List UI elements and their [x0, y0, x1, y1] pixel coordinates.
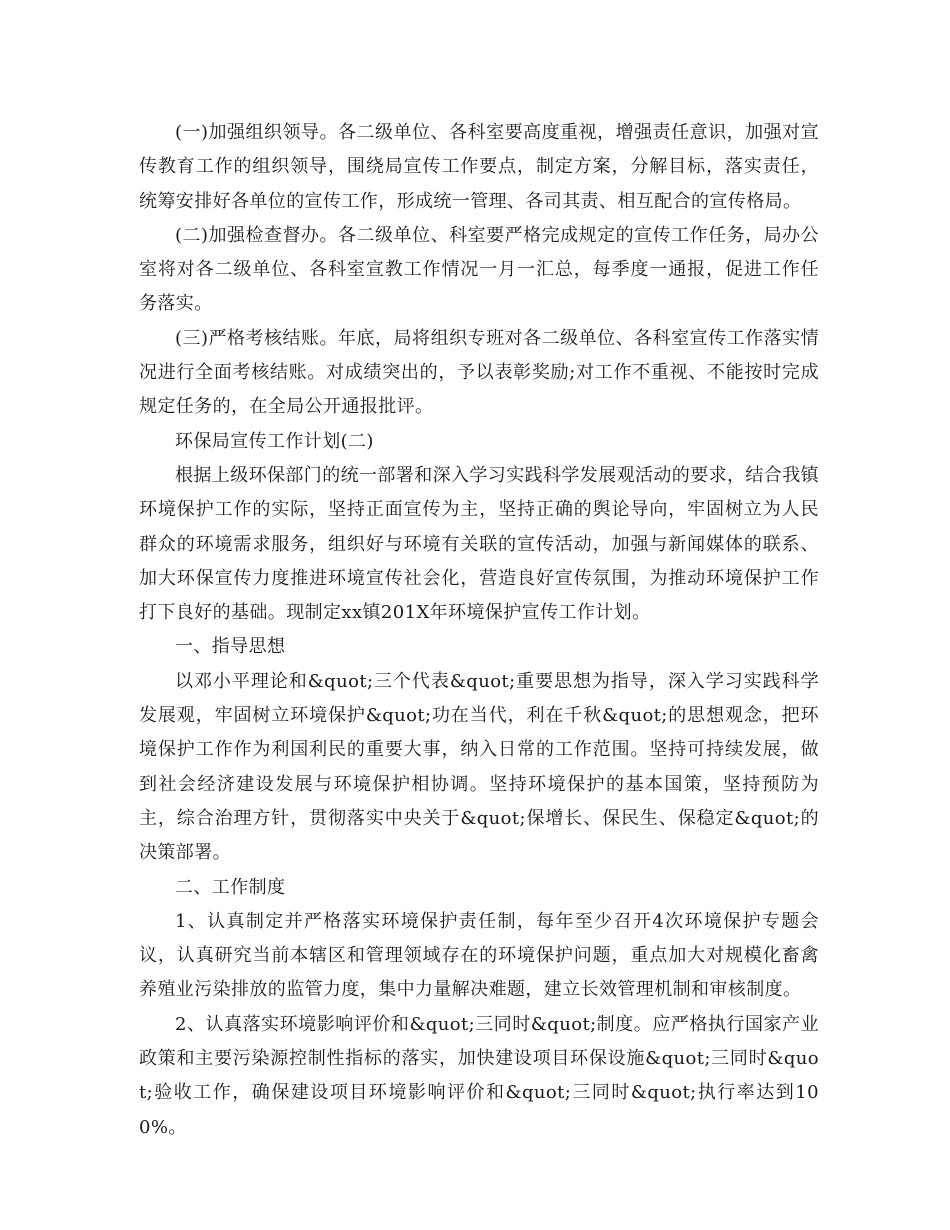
paragraph-organization-leadership: (一)加强组织领导。各二级单位、各科室要高度重视，增强责任意识，加强对宣传教育工作的组织领导，围绕局宣传工作要点，制定方案，分解目标，落实责任，统筹安排好各单位的宣传工作，形成统一管理、各司其责、相互配合的宣传格局。	[139, 122, 819, 212]
document-body	[139, 116, 819, 1145]
paragraph-inspection-supervision: (二)加强检查督办。各二级单位、科室要严格完成规定的宣传工作任务，局办公室将对各二级单位、各科室宣教工作情况一月一汇总，每季度一通报，促进工作任务落实。	[139, 224, 819, 315]
heading-work-system: 二、工作制度	[175, 876, 286, 898]
paragraph-guiding-ideology: 以邓小平理论和&quot;三个代表&quot;重要思想为指导，深入学习实践科学发展观，牢固树立环境保护&quot;功在当代，利在千秋&quot;的思想观念，把环境保护工作作为利国利民的重要大事，纳入日常的工作范围。坚持可持续发展，做到社会经济建设发展与环境保护相协调。坚持环境保护的基本国策，坚持预防为主，综合治理方针，贯彻落实中央关于&quot;保增长、保民生、保稳定&quot;的决策部署。	[139, 670, 819, 864]
heading-guiding-ideology: 一、指导思想	[175, 636, 286, 658]
paragraph-work-system-1: 1、认真制定并严格落实环境保护责任制，每年至少召开4次环境保护专题会议，认真研究当前本辖区和管理领域存在的环境保护问题，重点加大对规模化畜禽养殖业污染排放的监管力度，集中力量解决难题，建立长效管理机制和审核制度。	[139, 910, 819, 1001]
section-title-plan-two: 环保局宣传工作计划(二)	[175, 430, 374, 452]
paragraph-introduction: 根据上级环保部门的统一部署和深入学习实践科学发展观活动的要求，结合我镇环境保护工作的实际，坚持正面宣传为主，坚持正确的舆论导向，牢固树立为人民群众的环境需求服务，组织好与环境有关联的宣传活动，加强与新闻媒体的联系、加大环保宣传力度推进环境宣传社会化，营造良好宣传氛围，为推动环境保护工作打下良好的基础。现制定xx镇201X年环境保护宣传工作计划。	[139, 464, 819, 624]
paragraph-work-system-2: 2、认真落实环境影响评价和&quot;三同时&quot;制度。应严格执行国家产业政策和主要污染源控制性指标的落实，加快建设项目环保设施&quot;三同时&quot;验收工作，确保建设项目环境影响评价和&quot;三同时&quot;执行率达到100%。	[139, 1013, 819, 1138]
paragraph-assessment: (三)严格考核结账。年底，局将组织专班对各二级单位、各科室宣传工作落实情况进行全面考核结账。对成绩突出的，予以表彰奖励;对工作不重视、不能按时完成规定任务的，在全局公开通报批评。	[139, 327, 819, 418]
